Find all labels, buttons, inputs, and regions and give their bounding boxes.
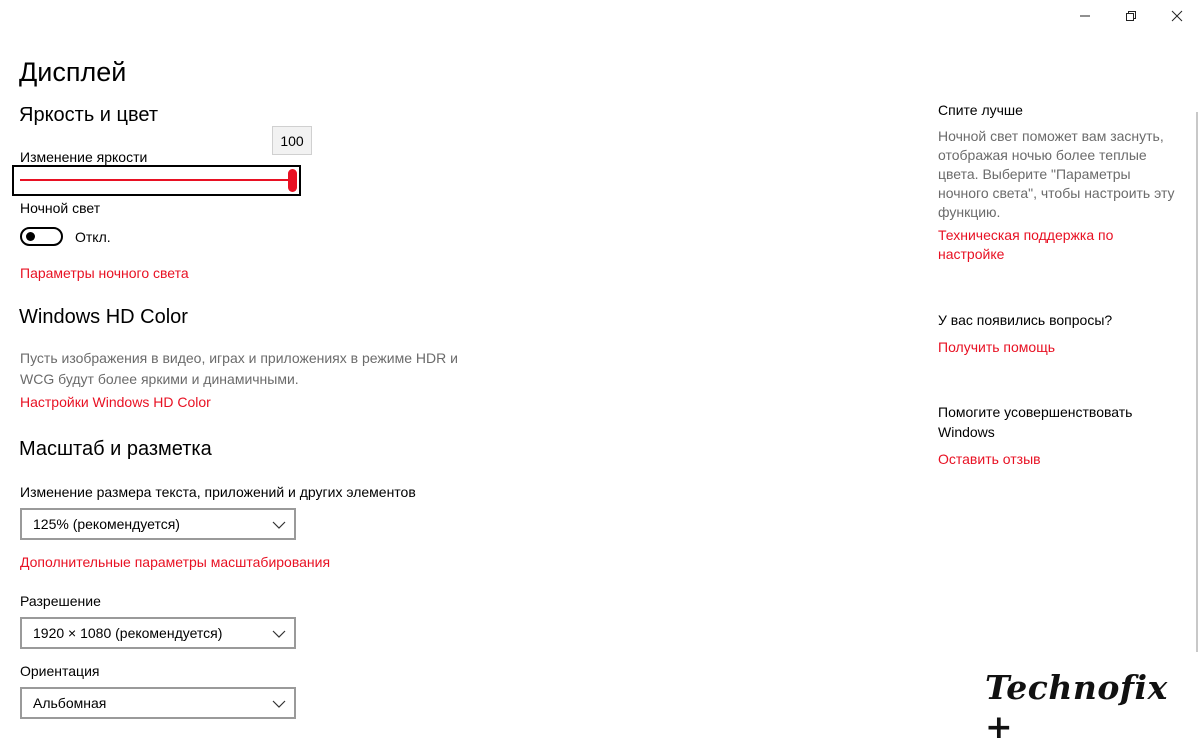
sidebar-questions-title: У вас появились вопросы? xyxy=(938,312,1113,328)
close-icon xyxy=(1171,10,1183,22)
size-select[interactable] xyxy=(20,508,296,540)
size-select-value: 125% (рекомендуется) xyxy=(33,516,180,532)
sidebar-sleep-desc-line: функцию. xyxy=(938,204,1001,220)
sidebar-sleep-desc-line: цвета. Выберите "Параметры xyxy=(938,166,1131,182)
hd-color-description-line1: Пусть изображения в видео, играх и приложениях в режиме HDR и xyxy=(20,350,458,366)
get-help-link[interactable]: Получить помощь xyxy=(938,339,1056,355)
tech-support-link-line: Техническая поддержка по xyxy=(938,227,1114,243)
resolution-select[interactable] xyxy=(20,617,296,649)
sidebar-improve-title xyxy=(938,402,1132,442)
scrollbar[interactable] xyxy=(1196,112,1198,652)
sidebar-sleep-desc-line: Ночной свет поможет вам заснуть, xyxy=(938,128,1164,144)
night-light-toggle[interactable] xyxy=(20,227,63,246)
hd-color-description-line2: WCG будут более яркими и динамичными. xyxy=(20,371,299,387)
section-title-brightness: Яркость и цвет xyxy=(19,104,159,126)
orientation-select-value: Альбомная xyxy=(33,695,107,711)
restore-icon xyxy=(1125,10,1137,22)
chevron-down-icon xyxy=(272,697,286,711)
feedback-link[interactable]: Оставить отзыв xyxy=(938,451,1041,467)
brightness-label: Изменение яркости xyxy=(20,149,148,165)
size-label: Изменение размера текста, приложений и других элементов xyxy=(20,484,416,500)
orientation-label: Ориентация xyxy=(20,663,100,679)
chevron-down-icon xyxy=(272,518,286,532)
orientation-select[interactable] xyxy=(20,687,296,719)
sidebar-sleep-title: Спите лучше xyxy=(938,102,1023,118)
sidebar-sleep-desc-line: ночного света", чтобы настроить эту xyxy=(938,185,1175,201)
close-button[interactable] xyxy=(1154,0,1200,32)
sidebar-improve-title-line: Windows xyxy=(938,424,995,440)
section-title-scale: Масштаб и разметка xyxy=(19,438,212,460)
advanced-scaling-link[interactable]: Дополнительные параметры масштабирования xyxy=(20,554,331,570)
sidebar-sleep-description xyxy=(938,127,1175,222)
section-title-hd-color: Windows HD Color xyxy=(19,306,188,328)
sidebar-sleep-desc-line: отображая ночью более теплые xyxy=(938,147,1147,163)
watermark-logo: Technofix + xyxy=(985,668,1168,746)
brightness-slider-track[interactable] xyxy=(20,179,293,181)
toggle-knob xyxy=(26,232,35,241)
tech-support-link-line: настройке xyxy=(938,246,1005,262)
restore-button[interactable] xyxy=(1108,0,1154,32)
brightness-value-tooltip: 100 xyxy=(272,126,312,155)
chevron-down-icon xyxy=(272,627,286,641)
minimize-button[interactable] xyxy=(1062,0,1108,32)
page-title: Дисплей xyxy=(19,57,127,87)
minimize-icon xyxy=(1079,10,1091,22)
brightness-slider-thumb[interactable] xyxy=(288,169,297,192)
night-light-state: Откл. xyxy=(75,229,111,245)
resolution-label: Разрешение xyxy=(20,593,101,609)
hd-color-settings-link[interactable]: Настройки Windows HD Color xyxy=(20,394,211,410)
night-light-label: Ночной свет xyxy=(20,200,101,216)
sidebar-improve-title-line: Помогите усовершенствовать xyxy=(938,404,1133,420)
tech-support-link[interactable] xyxy=(938,226,1113,264)
resolution-select-value: 1920 × 1080 (рекомендуется) xyxy=(33,625,223,641)
night-light-settings-link[interactable]: Параметры ночного света xyxy=(20,265,189,281)
